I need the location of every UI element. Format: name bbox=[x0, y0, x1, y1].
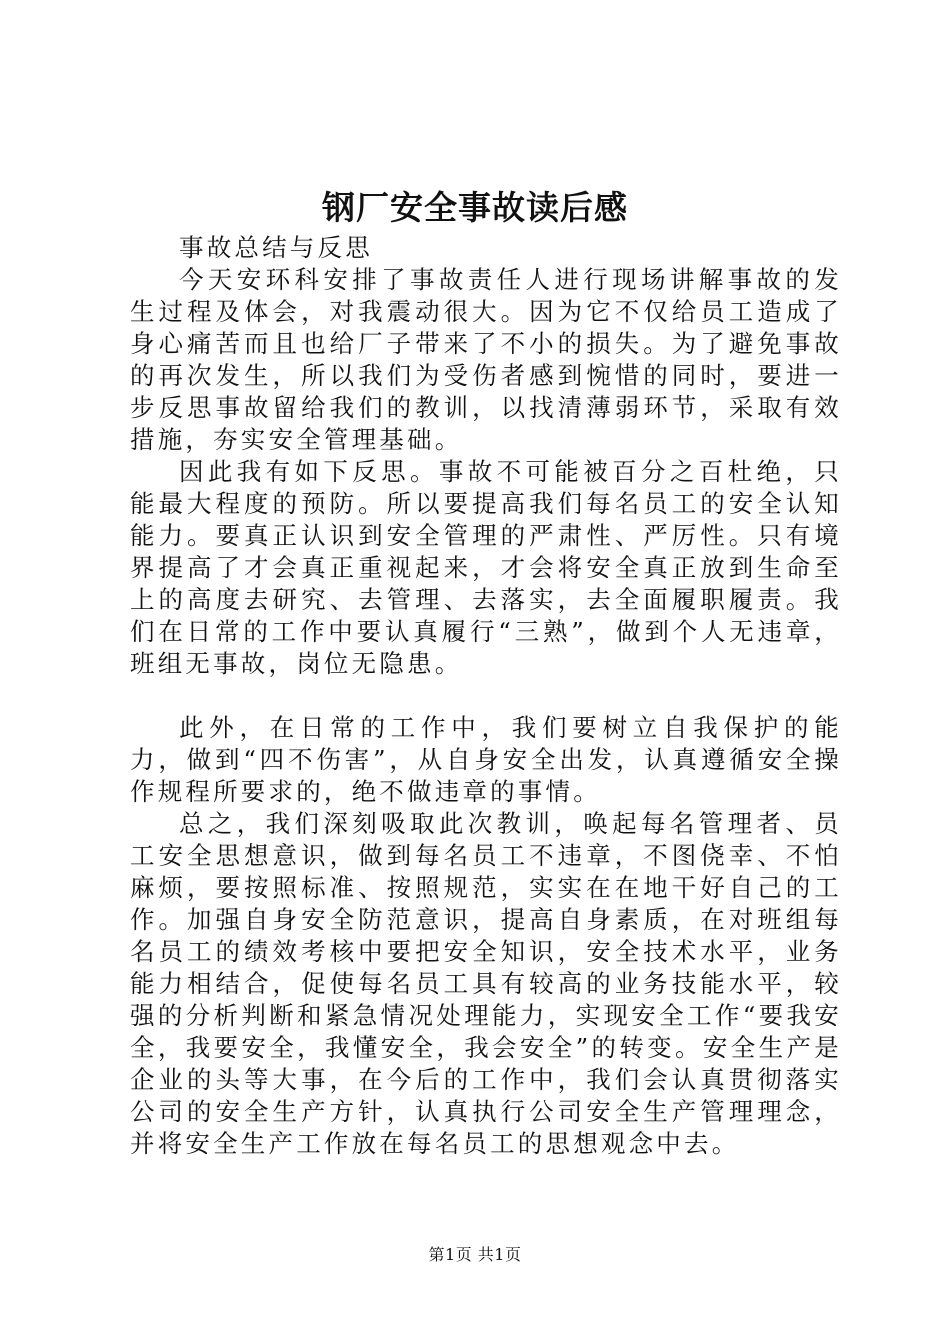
section-heading: 事故总结与反思 bbox=[179, 233, 373, 262]
paragraph-intro: 今天安环科安排了事故责任人进行现场讲解事故的发生过程及体会，对我震动很大。因为它不仅给员工造成了身心痛苦而且也给厂子带来了不小的损失。为了避免事故的再次发生，所以我们为受伤者感到惋惜的同时，要进一步反思事故留给我们的教训，以找清薄弱环节，采取有效措施，夯实安全管理基础。 bbox=[130, 265, 842, 454]
paragraph-self-protection: 此外，在日常的工作中，我们要树立自我保护的能力，做到“四不伤害”，从自身安全出发，认真遵循安全操作规程所要求的，绝不做违章的事情。 bbox=[130, 713, 842, 806]
document-body bbox=[130, 232, 842, 1160]
paragraph-reflection: 因此我有如下反思。事故不可能被百分之百杜绝，只能最大程度的预防。所以要提高我们每名员工的安全认知能力。要真正认识到安全管理的严肃性、严厉性。只有境界提高了才会真正重视起来，才会将安全真正放到生命至上的高度去研究、去管理、去落实，去全面履职履责。我们在日常的工作中要认真履行“三熟”，做到个人无违章，班组无事故，岗位无隐患。 bbox=[130, 457, 842, 678]
paragraph-conclusion: 总之，我们深刻吸取此次教训，唤起每名管理者、员工安全思想意识，做到每名员工不违章，不图侥幸、不怕麻烦，要按照标准、按照规范，实实在在地干好自己的工作。加强自身安全防范意识，提高自身素质，在对班组每名员工的绩效考核中要把安全知识，安全技术水平，业务能力相结合，促使每名员工具有较高的业务技能水平，较强的分析判断和紧急情况处理能力，实现安全工作“要我安全，我要安全，我懂安全，我会安全”的转变。安全生产是企业的头等大事，在今后的工作中，我们会认真贯彻落实公司的安全生产方针，认真执行公司安全生产管理理念，并将安全生产工作放在每名员工的思想观念中去。 bbox=[130, 809, 842, 1158]
document-title: 钢厂安全事故读后感 bbox=[322, 188, 628, 227]
page-number-footer: 第1页 共1页 bbox=[428, 1245, 522, 1264]
